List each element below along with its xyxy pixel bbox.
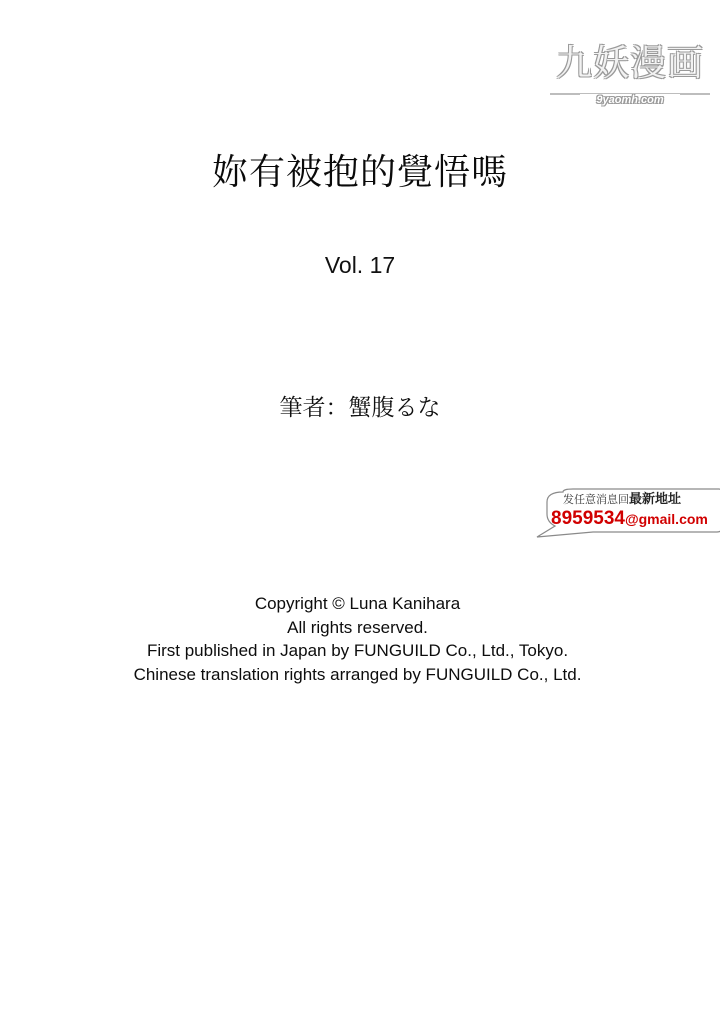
author-credit: 筆者：蟹腹るな <box>279 394 441 420</box>
watermark-logo-text: 九妖漫画 <box>555 43 704 84</box>
copyright-line: Copyright © Luna Kanihara <box>254 594 461 613</box>
manga-title: 妳有被抱的覺悟嗎 <box>211 151 508 192</box>
contact-ad-bubble <box>533 488 720 538</box>
ad-contact-line <box>551 508 708 531</box>
ad-contact-number: 8959534 <box>551 508 625 529</box>
translation-rights-line: Chinese translation rights arranged by FUNGUILD Co., Ltd. <box>133 664 582 684</box>
watermark-url: 9yaomh.com <box>580 94 680 106</box>
copyright-block <box>0 592 715 686</box>
ad-top-text: 发任意消息回 <box>563 493 629 506</box>
publisher-line: First published in Japan by FUNGUILD Co., Ltd., Tokyo. <box>146 641 569 660</box>
ad-email-suffix: @gmail.com <box>624 511 708 527</box>
ad-top-text-bold: 最新地址 <box>629 492 682 507</box>
site-watermark <box>550 44 710 114</box>
rights-line: All rights reserved. <box>287 617 428 637</box>
ad-top-line <box>563 493 720 507</box>
volume-number: Vol. 17 <box>324 252 396 278</box>
